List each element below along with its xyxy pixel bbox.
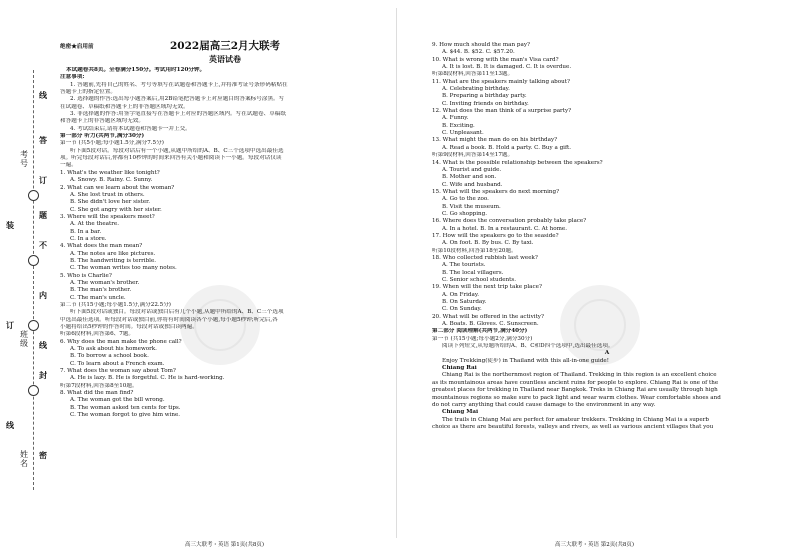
- text-line: 4. 考试结束后,请将本试题卷和答题卡一并上交。: [70, 125, 191, 132]
- text-line: A. The notes are like pictures.: [70, 250, 156, 257]
- text-line: C. Wife and husband.: [442, 181, 503, 188]
- text-line: A. On foot. B. By bus. C. By taxi.: [442, 240, 534, 247]
- fold-char: 订: [39, 175, 47, 185]
- text-line: B. In a bar.: [70, 228, 102, 235]
- text-line: A: [604, 350, 610, 357]
- text-line: B. The handwriting is terrible.: [70, 257, 157, 264]
- text-line: C. She got angry with her sister.: [70, 206, 162, 213]
- text-line: C. The man's uncle.: [70, 294, 126, 301]
- binding-mark: 装: [6, 220, 14, 230]
- text-line: 听第9段材料,回答第14至17题。: [432, 152, 514, 159]
- text-line: 1. What's the weather like tonight?: [60, 169, 160, 176]
- text-line: The trails in Chiang Mai are perfect for amateur trekkers. Trekking in Chiang Mai is a superb: [442, 416, 709, 423]
- text-line: C. Go shopping.: [442, 210, 488, 217]
- page-footer: 高三大联考・英语 第1页(共8页): [185, 542, 265, 548]
- text-line: A. Celebrating birthday.: [442, 86, 510, 93]
- text-line: 在试题卷、草稿纸和答题卡上的非答题区域均无效。: [60, 103, 189, 110]
- text-line: 一遍。: [60, 162, 77, 169]
- text-line: 听第6段材料,回答第6、7题。: [60, 331, 134, 338]
- left-page-text: [60, 67, 390, 420]
- text-line: 2. 选择题的作答:选出每小题答案后,用2B铅笔把答题卡上对应题目的答案标号涂黑。写: [70, 96, 285, 103]
- text-line: 第一节 (共15小题;每小题2分,满分30分): [432, 335, 533, 342]
- right-page: [432, 42, 782, 431]
- fold-char: 密: [39, 450, 47, 460]
- text-line: B. The local villagers.: [442, 269, 504, 276]
- text-line: A. The tourists.: [442, 262, 486, 269]
- text-line: 听第7段材料,回答第8至10题。: [60, 382, 138, 389]
- text-line: 20. What will be offered in the activity?: [432, 313, 544, 320]
- text-line: A. Snowy. B. Rainy. C. Sunny.: [70, 177, 153, 184]
- text-line: 6. Why does the man make the phone call?: [60, 338, 182, 345]
- text-line: 听下面5段对话或独白。每段对话或独白后有几个小题,从题中所给的A、B、C三个选项: [70, 309, 284, 316]
- text-line: 1. 答题前,先将自己的姓名、考号等填写在试题卷和答题卡上,并将准考证号条形码粘贴在: [70, 81, 288, 88]
- text-line: C. Unpleasant.: [442, 130, 484, 137]
- text-line: A. The woman got the bill wrong.: [70, 397, 165, 404]
- text-line: A. He is lazy. B. He is forgetful. C. He is hard-working.: [70, 375, 225, 382]
- text-line: A. It is lost. B. It is damaged. C. It is overdue.: [442, 64, 572, 71]
- binding-mark: 线: [6, 420, 14, 430]
- text-line: 听第8段材料,回答第11至13题。: [432, 71, 514, 78]
- text-line: 19. When will the next trip take place?: [432, 284, 542, 291]
- text-line: 15. What will the speakers do next morning?: [432, 188, 560, 195]
- text-line: 5. Who is Charlie?: [60, 272, 112, 279]
- text-line: A. The woman's brother.: [70, 279, 140, 286]
- text-line: mountainous regions so make sure to pack light and wear warm clothes. Wear comfortable shoes and: [432, 394, 721, 401]
- text-line: 本试题卷共8页。全卷满分150分。考试用时120分钟。: [66, 67, 206, 73]
- text-line: 11. What are the speakers mainly talking about?: [432, 78, 570, 85]
- field-label: 班级: [20, 330, 28, 348]
- seal-line: [33, 70, 34, 490]
- text-line: B. To borrow a school book.: [70, 353, 149, 360]
- text-line: 3. 非选择题的作答:用签字笔直接写在答题卡上对应的答题区域内。写在试题卷、草稿纸: [70, 111, 286, 118]
- fold-char: 线: [39, 340, 47, 350]
- text-line: 18. Who collected rubbish last week?: [432, 254, 538, 261]
- text-line: 注意事项:: [60, 74, 85, 81]
- text-line: greatest places for trekking in Thailand near Bangkok. Treks in Chiang Rai are usually through high: [432, 387, 718, 394]
- text-line: 小题将给出5秒钟的作答时间。每段对话或独白读两遍。: [60, 324, 198, 331]
- text-line: Chiang Rai: [442, 365, 477, 372]
- text-line: A. Tourist and guide.: [442, 166, 502, 173]
- text-line: A. On Friday.: [442, 291, 480, 298]
- text-line: 9. How much should the man pay?: [432, 42, 530, 48]
- text-line: C. To learn about a French exam.: [70, 360, 165, 367]
- fold-char: 题: [39, 210, 47, 220]
- field-label: 姓名: [20, 450, 28, 468]
- text-line: 7. What does the woman say about Tom?: [60, 368, 176, 375]
- text-line: 12. What does the man think of a surprise party?: [432, 108, 572, 115]
- exam-subtitle: 英语试卷: [209, 54, 241, 64]
- binding-hole: [28, 255, 39, 266]
- text-line: A. Go to the zoo.: [442, 196, 489, 203]
- text-line: 16. Where does the conversation probably take place?: [432, 218, 587, 225]
- text-line: 17. How will the speakers go to the seaside?: [432, 232, 559, 239]
- text-line: 14. What is the possible relationship between the speakers?: [432, 159, 603, 166]
- text-line: 8. What did the man find?: [60, 390, 134, 397]
- fold-char: 封: [39, 370, 47, 380]
- text-line: 13. What might the man do on his birthday?: [432, 137, 558, 144]
- right-page-text: [432, 42, 782, 431]
- text-line: A. To ask about his homework.: [70, 346, 157, 353]
- binding-margin: [0, 0, 48, 551]
- text-line: Chiang Rai is the northernmost region of Thailand. Trekking in this region is an excellent choice: [442, 372, 717, 379]
- fold-char: 内: [39, 290, 47, 300]
- text-line: B. The man's brother.: [70, 287, 132, 294]
- text-line: 3. Where will the speakers meet?: [60, 213, 155, 220]
- text-line: B. She didn't love her sister.: [70, 199, 151, 206]
- text-line: 2. What can we learn about the woman?: [60, 184, 175, 191]
- binding-hole: [28, 190, 39, 201]
- text-line: A. At the theatre.: [70, 221, 120, 228]
- text-line: A. She lost trust in others.: [70, 191, 145, 198]
- text-line: C. The woman writes too many notes.: [70, 265, 177, 272]
- text-line: 第一部分 听力(共两节,满分30分): [60, 133, 145, 140]
- fold-char: 不: [39, 240, 47, 250]
- text-line: 中选出最佳选项。听每段对话或独白前,你将有时间阅读各个小题,每小题5秒钟;听完后,各: [60, 316, 278, 323]
- text-line: C. The woman forgot to give him wine.: [70, 412, 181, 419]
- text-line: 4. What does the man mean?: [60, 243, 143, 250]
- text-line: C. Inviting friends on birthday.: [442, 100, 529, 107]
- text-line: 第一节 (共5小题;每小题1.5分,满分7.5分): [60, 140, 164, 147]
- secret-tag: 绝密★启用前: [60, 44, 94, 50]
- fold-char: 答: [39, 135, 47, 145]
- page-fold: [396, 8, 397, 538]
- text-line: 第二节 (共15小题;每小题1.5分,满分22.5分): [60, 302, 171, 308]
- text-line: A. Read a book. B. Hold a party. C. Buy a gift.: [442, 144, 572, 151]
- left-page: [60, 38, 390, 420]
- field-label: 考号: [20, 150, 28, 168]
- text-line: 项。听完每段对话后,你都有10秒钟的时间来回答有关小题和阅读下一小题。每段对话仅读: [60, 155, 282, 162]
- binding-hole: [28, 385, 39, 396]
- exam-title: 2022届高三2月大联考: [169, 40, 281, 52]
- text-line: Enjoy Trekking(徒步) in Thailand with this all-in-one guide!: [442, 357, 609, 364]
- text-line: A. Funny.: [442, 115, 469, 122]
- text-line: C. In a store.: [70, 235, 107, 242]
- text-line: B. The woman asked ten cents for tips.: [70, 404, 181, 411]
- text-line: 第二部分 阅读理解(共两节,满分40分): [432, 328, 528, 335]
- text-line: 和答题卡上的非答题区域均无效。: [60, 118, 144, 125]
- text-line: B. On Saturday.: [442, 299, 487, 306]
- text-line: choice as there are beautiful forests, valleys and rivers, as well as various ancient villages that you: [432, 423, 714, 430]
- text-line: C. On Sunday.: [442, 306, 482, 313]
- text-line: A. $44. B. $52. C. $57.20.: [442, 49, 515, 56]
- text-line: Chiang Mai: [442, 409, 479, 416]
- text-line: as its mountainous areas have countless ancient ruins for people to explore. Chiang Rai is one of the: [432, 379, 719, 386]
- text-line: A. In a hotel. B. In a restaurant. C. At home.: [442, 225, 567, 232]
- text-line: do not carry anything that could cause damage to the environment in any way.: [432, 401, 656, 408]
- binding-mark: 订: [6, 320, 14, 330]
- binding-hole: [28, 320, 39, 331]
- page-footer: 高三大联考・英语 第2页(共8页): [555, 542, 635, 548]
- text-line: B. Preparing a birthday party.: [442, 93, 527, 100]
- text-line: B. Visit the museum.: [442, 203, 501, 210]
- text-line: 听第10段材料,回答第18至20题。: [432, 247, 517, 254]
- text-line: 阅读下列短文,从每题所给的A、B、C和D四个选项中,选出最佳选项。: [442, 343, 614, 350]
- text-line: B. Exciting.: [442, 122, 475, 129]
- text-line: A. Boats. B. Gloves. C. Sunscreen.: [442, 321, 539, 328]
- text-line: B. Mother and son.: [442, 174, 497, 181]
- text-line: 10. What is wrong with the man's Visa card?: [432, 56, 559, 63]
- text-line: C. Senior school students.: [442, 277, 517, 283]
- text-line: 听下面5段对话。每段对话后有一个小题,从题中所给的A、B、C三个选项中选出最佳选: [70, 147, 284, 154]
- text-line: 答题卡上的指定位置。: [60, 89, 116, 96]
- fold-char: 线: [39, 90, 47, 100]
